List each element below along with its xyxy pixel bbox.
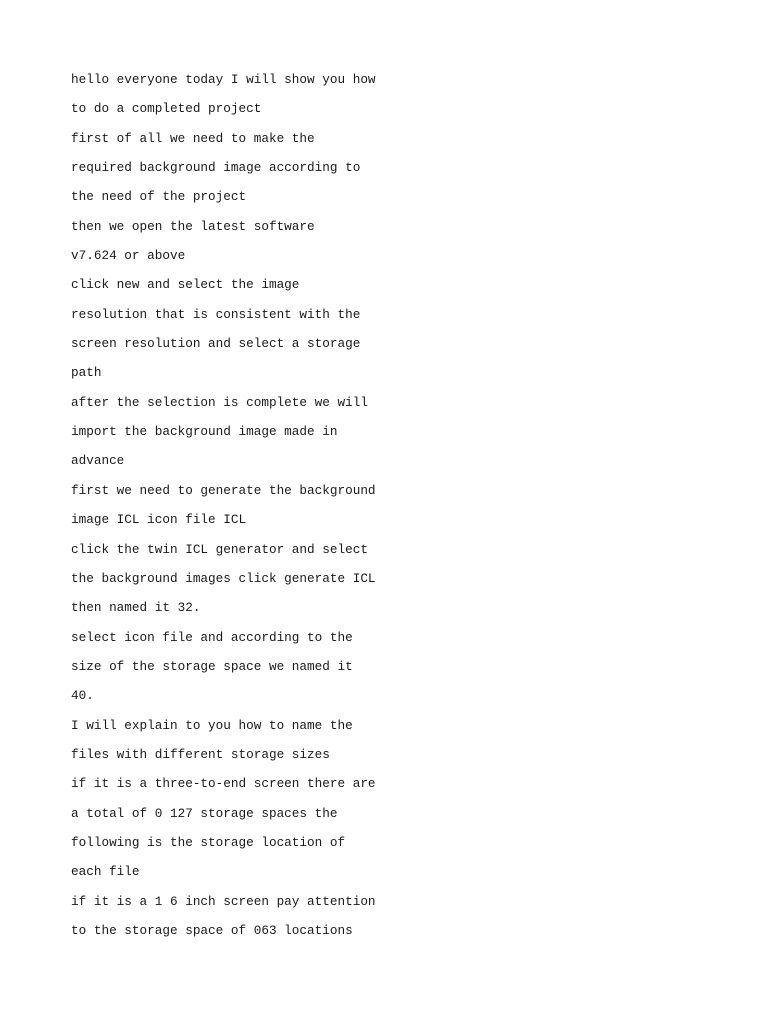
text-line: screen resolution and select a storage — [71, 336, 361, 352]
text-line: click new and select the image — [71, 277, 300, 293]
text-line: each file — [71, 864, 140, 880]
text-line: size of the storage space we named it — [71, 658, 353, 674]
text-line: resolution that is consistent with the — [71, 306, 361, 322]
text-line: path — [71, 365, 102, 381]
text-line: files with different storage sizes — [71, 746, 330, 762]
text-line: the background images click generate ICL — [71, 570, 376, 586]
text-line: if it is a 1 6 inch screen pay attention — [71, 893, 376, 909]
text-line: following is the storage location of — [71, 834, 346, 850]
text-line: image ICL icon file ICL — [71, 512, 247, 528]
text-line: select icon file and according to the — [71, 629, 353, 645]
text-line: v7.624 or above — [71, 248, 186, 264]
text-line: then we open the latest software — [71, 218, 315, 234]
text-line: I will explain to you how to name the — [71, 717, 353, 733]
text-line: click the twin ICL generator and select — [71, 541, 368, 557]
text-line: hello everyone today I will show you how — [71, 72, 376, 87]
text-line: after the selection is complete we will — [71, 394, 368, 410]
text-line: 40. — [71, 688, 94, 704]
text-line: the need of the project — [71, 189, 247, 205]
text-line: to do a completed project — [71, 101, 262, 117]
text-line: if it is a three-to-end screen there are — [71, 776, 376, 792]
text-line: then named it 32. — [71, 600, 201, 616]
text-line: to the storage space of 063 locations — [71, 922, 353, 938]
text-line: required background image according to — [71, 160, 361, 176]
text-line: advance — [71, 453, 125, 469]
text-line: a total of 0 127 storage spaces the — [71, 805, 338, 821]
transcript-document — [71, 69, 711, 949]
text-line: first we need to generate the background — [71, 482, 376, 498]
text-line: import the background image made in — [71, 424, 338, 440]
text-line: first of all we need to make the — [71, 130, 315, 146]
